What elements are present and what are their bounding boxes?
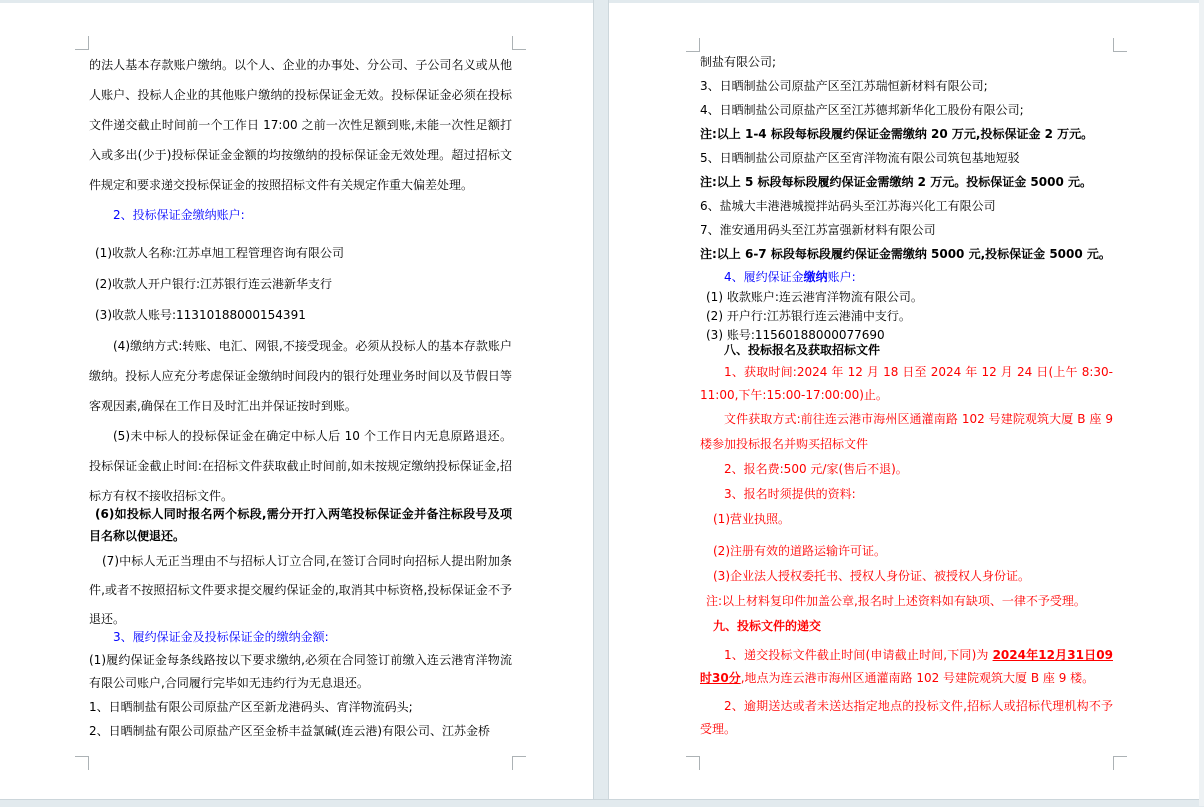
para-submission-deadline	[700, 644, 1113, 690]
crop-mark-left-bottom-left	[75, 756, 89, 770]
crop-mark-left-top-left	[75, 36, 89, 50]
page-gap	[593, 0, 609, 806]
para-performance-bank: (2) 开户行:江苏银行连云港浦中支行。	[706, 309, 911, 323]
crop-mark-right-top-right	[1113, 38, 1127, 52]
para-deposit-payment-rules: 的法人基本存款账户缴纳。以个人、企业的办事处、分公司、子公司名义或从他人账户、投标人企业的其他账户缴纳的投标保证金无效。投标保证金必须在投标文件递交截止时间前一个工作日 17:00 之前一次性足额到账,未能一次性足额打入或多出(少于)投标保证金金额的均按缴纳的投标保证金无效处理。超过招标文件规定和要求递交投标保证金的按照招标文件有关规定作重大偏差处理。	[89, 58, 512, 192]
para-obtain-time: 1、获取时间:2024 年 12 月 18 日至 2024 年 12 月 24 日(上午 8:30-11:00,下午:15:00-17:00:00)止。	[700, 365, 1113, 402]
para-two-sections-note: (6)如投标人同时报名两个标段,需分开打入两笔投标保证金并备注标段号及项目名称以便退还。	[89, 507, 512, 543]
heading-suffix: 账户:	[827, 270, 856, 284]
para-route-4: 4、日晒制盐公司原盐产区至江苏德邦新华化工股份有限公司;	[700, 103, 1024, 117]
page-boundary-right	[1199, 0, 1204, 806]
para-route-3: 3、日晒制盐公司原盐产区至江苏瑞恒新材料有限公司;	[700, 79, 988, 93]
crop-mark-right-bottom-right	[1113, 756, 1127, 770]
para-material-business-license: (1)营业执照。	[713, 512, 790, 526]
para-deposit-refund-rule: (5)未中标人的投标保证金在确定中标人后 10 个工作日内无息原路退还。投标保证金截止时间:在招标文件获取截止时间前,如未按规定缴纳投标保证金,招标方有权不接收招标文件。	[89, 429, 512, 503]
deadline-prefix: 1、递交投标文件截止时间(申请截止时间,下同)为	[724, 648, 993, 662]
para-route-2-continued: 制盐有限公司;	[700, 55, 777, 69]
left-page-text-column	[89, 50, 512, 743]
heading-bold-part: 缴纳	[803, 270, 828, 284]
para-payee-bank: (2)收款人开户银行:江苏银行连云港新华支行	[95, 277, 333, 291]
crop-mark-left-bottom-right	[512, 756, 526, 770]
para-route-5: 5、日晒制盐公司原盐产区至宵洋物流有限公司筑包基地短驳	[700, 151, 1020, 165]
para-material-transport-permit: (2)注册有效的道路运输许可证。	[713, 544, 886, 558]
para-performance-account-number: (3) 账号:11560188000077690	[706, 328, 885, 342]
heading-prefix: 4、履约保证金	[724, 270, 804, 284]
para-winner-obligations: (7)中标人无正当理由不与招标人订立合同,在签订合同时向招标人提出附加条件,或者不按照招标文件要求提交履约保证金的,取消其中标资格,投标保证金不予退还。	[89, 554, 512, 626]
deadline-suffix: ,地点为连云港市海州区通灌南路 102 号建院观筑大厦 B 座 9 楼。	[740, 671, 1095, 685]
para-route-1: 1、日晒制盐有限公司原盐产区至新龙港码头、宵洋物流码头;	[89, 700, 413, 714]
deadline-date: 2024年12月31日09时30分	[700, 648, 1113, 685]
para-registration-fee: 2、报名费:500 元/家(售后不退)。	[724, 462, 908, 476]
note-section-5-deposit: 注:以上 5 标段每标段履约保证金需缴纳 2 万元。投标保证金 5000 元。	[700, 175, 1092, 189]
heading-deposit-amounts: 3、履约保证金及投标保证金的缴纳金额:	[113, 630, 329, 644]
para-material-authorization: (3)企业法人授权委托书、授权人身份证、被授权人身份证。	[713, 569, 1031, 583]
note-sections-1-4-deposit: 注:以上 1-4 标段每标段履约保证金需缴纳 20 万元,投标保证金 2 万元。	[700, 127, 1094, 141]
heading-bid-deposit-account: 2、投标保证金缴纳账户:	[113, 208, 245, 222]
para-performance-deposit-rule: (1)履约保证金每条线路按以下要求缴纳,必须在合同签订前缴入连云港宵洋物流有限公司账户,合同履行完毕如无违约行为无息退还。	[89, 653, 512, 690]
crop-mark-left-top-right	[512, 36, 526, 50]
crop-mark-right-top-left	[686, 38, 700, 52]
para-payee-account-number: (3)收款人账号:11310188000154391	[95, 308, 306, 322]
para-route-2: 2、日晒制盐有限公司原盐产区至金桥丰益氯碱(连云港)有限公司、江苏金桥	[89, 724, 491, 738]
para-obtain-method: 文件获取方式:前往连云港市海州区通灌南路 102 号建院观筑大厦 B 座 9 楼参加投标报名并购买招标文件	[700, 412, 1113, 451]
heading-section-8-registration: 八、投标报名及获取招标文件	[724, 343, 881, 357]
note-sections-6-7-deposit: 注:以上 6-7 标段每标段履约保证金需缴纳 5000 元,投标保证金 5000 元。	[700, 247, 1111, 261]
para-route-6: 6、盐城大丰港港城搅拌站码头至江苏海兴化工有限公司	[700, 199, 996, 213]
heading-section-9-submission: 九、投标文件的递交	[713, 619, 822, 633]
crop-mark-right-bottom-left	[686, 756, 700, 770]
heading-required-materials: 3、报名时须提供的资料:	[724, 487, 856, 501]
para-route-7: 7、淮安通用码头至江苏富强新材料有限公司	[700, 223, 936, 237]
para-payee-name: (1)收款人名称:江苏卓旭工程管理咨询有限公司	[95, 246, 345, 260]
note-materials-requirements: 注:以上材料复印件加盖公章,报名时上述资料如有缺项、一律不予受理。	[706, 594, 1086, 608]
para-late-submission-rule: 2、逾期送达或者未送达指定地点的投标文件,招标人或招标代理机构不予受理。	[700, 699, 1113, 736]
para-payment-methods: (4)缴纳方式:转账、电汇、网银,不接受现金。必须从投标人的基本存款账户缴纳。投标人应充分考虑保证金缴纳时间段内的银行处理业务时间以及节假日等客观因素,确保在工作日及时汇出并保证按时到账。	[89, 339, 512, 413]
para-performance-payee: (1) 收款账户:连云港宵洋物流有限公司。	[706, 290, 923, 304]
right-page-text-column	[700, 50, 1113, 741]
heading-performance-deposit-account	[700, 266, 1113, 288]
